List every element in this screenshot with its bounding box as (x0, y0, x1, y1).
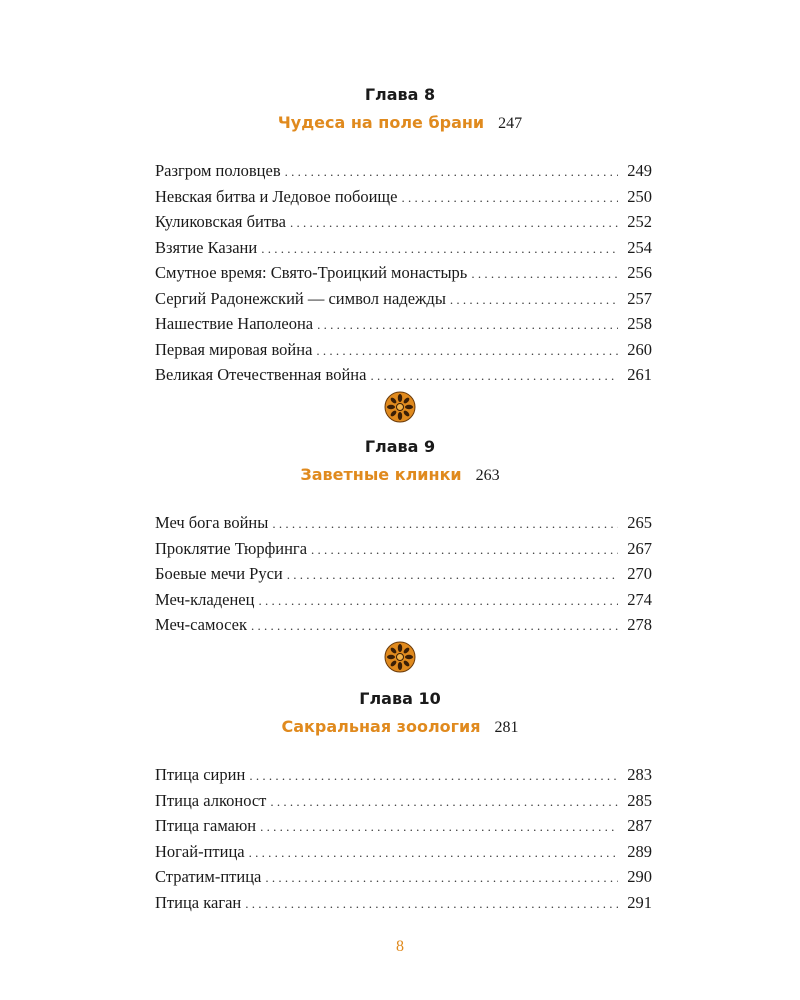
chapter-page-number: 247 (498, 115, 523, 132)
dot-leader (251, 613, 618, 639)
toc-entry-title: Ногай-птица (155, 841, 245, 861)
chapter-title[interactable]: Чудеса на поле брани (277, 113, 485, 132)
toc-entry[interactable] (155, 890, 652, 916)
toc-entry[interactable] (155, 311, 652, 337)
chapter-label: Глава 9 (364, 437, 436, 456)
toc-entry[interactable] (155, 762, 652, 788)
toc-entry[interactable] (155, 184, 652, 210)
toc-entry-title: Сергий Радонежский — символ надежды (155, 288, 446, 308)
toc-entry-page: 289 (627, 841, 652, 861)
toc-entry-title: Смутное время: Свято-Троицкий монастырь (155, 263, 468, 282)
toc-entry-page: 252 (627, 212, 652, 231)
toc-list (155, 762, 652, 915)
dot-leader (245, 891, 618, 917)
toc-entry[interactable] (155, 286, 652, 312)
toc-entry-page: 267 (627, 538, 652, 558)
dot-leader (285, 159, 618, 185)
toc-entry-page: 261 (627, 365, 652, 384)
chapter-page-number: 281 (494, 719, 519, 736)
toc-entry-page: 250 (627, 186, 652, 206)
toc-entry-page: 285 (627, 790, 652, 810)
toc-entry-title: Птица сирин (155, 765, 246, 784)
toc-entry-page: 287 (627, 816, 652, 835)
toc-entry-title: Куликовская битва (155, 212, 286, 231)
dot-leader (290, 210, 618, 236)
toc-entry[interactable] (155, 510, 652, 536)
toc-entry-title: Нашествие Наполеона (155, 314, 314, 333)
toc-entry[interactable] (155, 337, 652, 363)
toc-entry-title: Птица гамаюн (155, 816, 257, 835)
toc-entry-page: 283 (627, 765, 652, 784)
toc-entry-title: Первая мировая война (155, 339, 313, 359)
toc-entry[interactable] (155, 788, 652, 814)
chapter-page-number: 263 (475, 467, 500, 484)
toc-list (155, 510, 652, 638)
toc-entry-page: 265 (627, 513, 652, 532)
toc-entry[interactable] (155, 587, 652, 613)
dot-leader (370, 363, 618, 389)
dot-leader (249, 840, 618, 866)
dot-leader (249, 763, 618, 789)
chapter-label: Глава 8 (364, 85, 436, 104)
dot-leader (261, 236, 618, 262)
toc-entry[interactable] (155, 362, 652, 388)
toc-entry-page: 256 (627, 263, 652, 282)
toc-entry-title: Птица алконост (155, 790, 267, 810)
toc-entry-page: 260 (627, 339, 652, 359)
toc-entry-page: 290 (627, 867, 652, 886)
chapter-title-line (0, 464, 800, 486)
toc-entry-page: 257 (627, 288, 652, 308)
toc-entry[interactable] (155, 612, 652, 638)
dot-leader (401, 185, 618, 211)
toc-entry-page: 270 (627, 564, 652, 583)
toc-entry-title: Стратим-птица (155, 867, 262, 886)
dot-leader (260, 814, 618, 840)
dot-leader (265, 865, 618, 891)
toc-entry[interactable] (155, 864, 652, 890)
toc-entry-page: 254 (627, 237, 652, 257)
dot-leader (258, 588, 618, 614)
dot-leader (471, 261, 618, 287)
chapter-heading (0, 436, 800, 486)
toc-list (155, 158, 652, 388)
toc-entry-title: Меч бога войны (155, 513, 269, 532)
toc-entry-page: 278 (627, 615, 652, 634)
toc-entry[interactable] (155, 536, 652, 562)
toc-entry[interactable] (155, 209, 652, 235)
toc-entry-page: 291 (627, 892, 652, 912)
toc-entry-title: Невская битва и Ледовое побоище (155, 186, 398, 206)
toc-entry-page: 249 (627, 161, 652, 180)
dot-leader (317, 312, 618, 338)
toc-entry-title: Птица каган (155, 892, 242, 912)
dot-leader (287, 562, 618, 588)
toc-entry-title: Разгром половцев (155, 161, 281, 180)
toc-entry-page: 274 (627, 589, 652, 609)
chapter-label: Глава 10 (359, 689, 441, 708)
toc-entry[interactable] (155, 561, 652, 587)
floral-rosette-icon (384, 391, 416, 423)
page-number: 8 (396, 938, 404, 955)
chapter-title[interactable]: Заветные клинки (300, 465, 462, 484)
toc-entry[interactable] (155, 813, 652, 839)
toc-entry-title: Великая Отечественная война (155, 365, 367, 384)
toc-entry-page: 258 (627, 314, 652, 333)
toc-entry-title: Боевые мечи Руси (155, 564, 283, 583)
toc-entry[interactable] (155, 839, 652, 865)
toc-entry-title: Взятие Казани (155, 237, 258, 257)
dot-leader (316, 338, 618, 364)
floral-rosette-icon (384, 641, 416, 673)
chapter-heading (0, 688, 800, 738)
dot-leader (311, 537, 618, 563)
toc-entry-title: Меч-кладенец (155, 589, 255, 609)
dot-leader (272, 511, 618, 537)
chapter-title-line (0, 716, 800, 738)
chapter-heading (0, 84, 800, 134)
chapter-title[interactable]: Сакральная зоология (281, 717, 481, 736)
toc-entry[interactable] (155, 235, 652, 261)
chapter-title-line (0, 112, 800, 134)
dot-leader (270, 789, 618, 815)
dot-leader (450, 287, 618, 313)
toc-entry-title: Проклятие Тюрфинга (155, 538, 308, 558)
toc-entry-title: Меч-самосек (155, 615, 247, 634)
toc-entry[interactable] (155, 260, 652, 286)
toc-entry[interactable] (155, 158, 652, 184)
